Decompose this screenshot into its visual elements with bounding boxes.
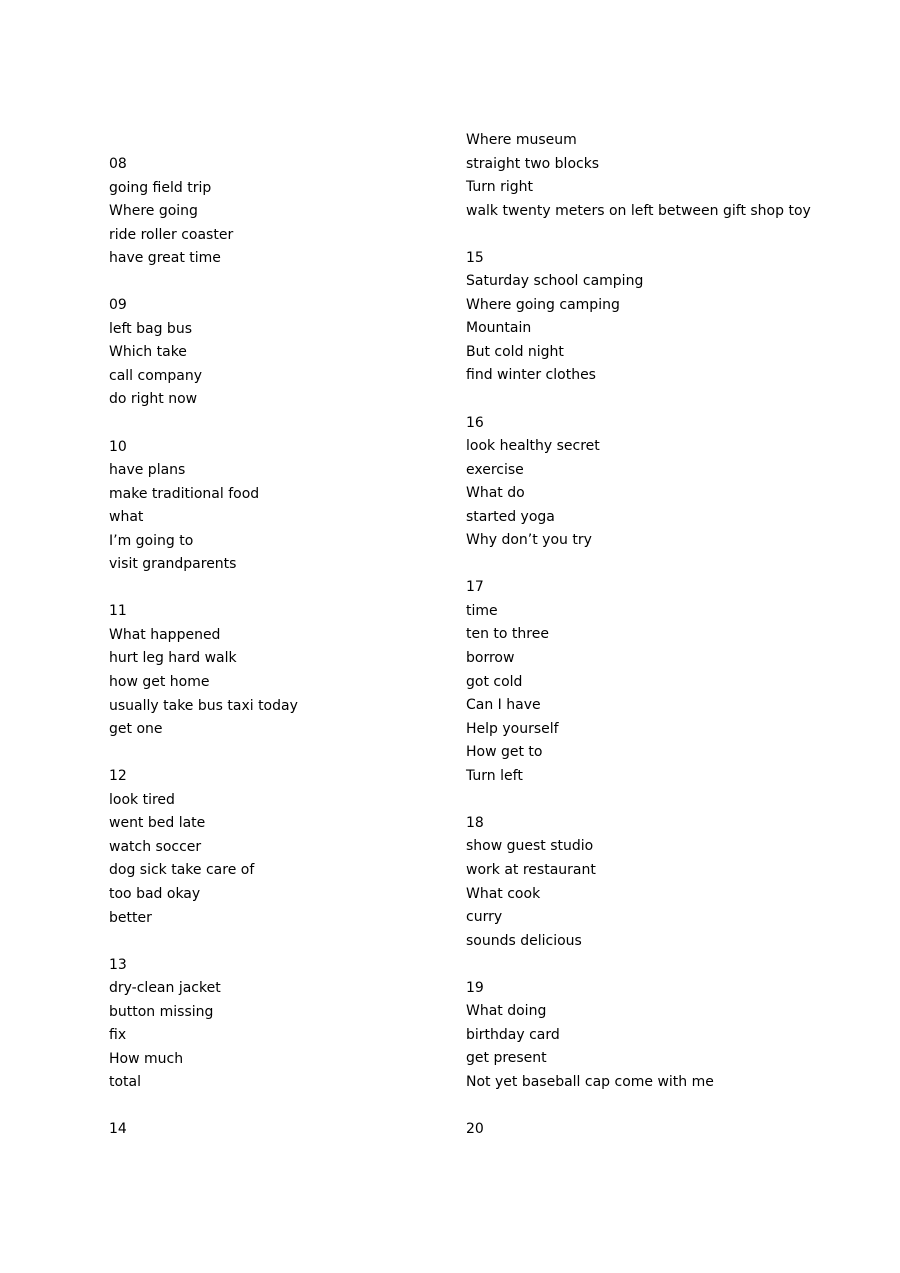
keyword-line: sounds delicious — [466, 932, 582, 949]
keyword-line: have great time — [109, 250, 221, 267]
keyword-line: walk twenty meters on left between gift shop toy — [466, 202, 811, 219]
question-number: 17 — [466, 579, 484, 596]
keyword-line: make traditional food — [109, 485, 260, 502]
keyword-line: What do — [466, 485, 525, 502]
keyword-line: usually take bus taxi today — [109, 697, 298, 714]
keyword-line: Not yet baseball cap come with me — [466, 1073, 714, 1090]
keyword-line: show guest studio — [466, 838, 594, 855]
keyword-line: ten to three — [466, 626, 549, 643]
block-spacer — [466, 1094, 886, 1118]
keyword-line: Why don’t you try — [466, 532, 592, 549]
keyword-line: What happened — [109, 626, 221, 643]
keyword-line: What cook — [466, 885, 541, 902]
keyword-line: exercise — [466, 461, 524, 478]
keyword-line: I’m going to — [109, 532, 194, 549]
question-number: 16 — [466, 414, 484, 431]
keyword-line: Help yourself — [466, 720, 559, 737]
question-number: 09 — [109, 297, 127, 314]
keyword-line: Where going camping — [466, 296, 620, 313]
keyword-line: time — [466, 602, 498, 619]
keyword-line: better — [109, 909, 152, 926]
keyword-line: borrow — [466, 650, 515, 667]
block-spacer — [466, 553, 886, 577]
question-block — [466, 576, 886, 788]
keyword-line: too bad okay — [109, 885, 201, 902]
keyword-line: have plans — [109, 462, 186, 479]
keyword-line: How get to — [466, 744, 543, 761]
keyword-line: total — [109, 1074, 142, 1091]
keyword-line: work at restaurant — [466, 861, 596, 878]
keyword-line: What doing — [466, 1003, 547, 1020]
question-block — [466, 412, 886, 553]
keyword-line: visit grandparents — [109, 556, 237, 573]
question-number: 12 — [109, 768, 127, 785]
keyword-line: look healthy secret — [466, 438, 600, 455]
keyword-line: Can I have — [466, 697, 541, 714]
question-number: 18 — [466, 814, 484, 831]
keyword-line: ride roller coaster — [109, 226, 234, 243]
question-number: 13 — [109, 956, 127, 973]
keyword-line: Where museum — [466, 132, 577, 148]
question-block — [466, 977, 886, 1095]
keyword-line: get one — [109, 721, 163, 738]
keyword-line: look tired — [109, 791, 175, 808]
keyword-line: call company — [109, 367, 203, 384]
question-number: 20 — [466, 1120, 484, 1137]
keyword-line: do right now — [109, 391, 198, 408]
keyword-line: dry-clean jacket — [109, 980, 221, 997]
right-column — [466, 129, 886, 1142]
keyword-line: birthday card — [466, 1026, 560, 1043]
question-number: 08 — [109, 156, 127, 172]
block-spacer — [466, 223, 886, 247]
block-spacer — [466, 953, 886, 977]
question-block — [466, 247, 886, 388]
question-number: 19 — [466, 979, 484, 996]
keyword-line: got cold — [466, 673, 523, 690]
block-spacer — [466, 388, 886, 412]
question-number: 10 — [109, 438, 127, 455]
keyword-line: started yoga — [466, 508, 555, 525]
keyword-line: Which take — [109, 344, 187, 361]
keyword-line: button missing — [109, 1003, 214, 1020]
question-block — [466, 129, 886, 223]
keyword-line: watch soccer — [109, 838, 202, 855]
block-spacer — [466, 788, 886, 812]
keyword-line: went bed late — [109, 815, 206, 832]
keyword-line: Turn right — [466, 179, 534, 196]
keyword-line: Saturday school camping — [466, 273, 644, 290]
question-number: 11 — [109, 603, 127, 620]
keyword-line: But cold night — [466, 343, 564, 360]
question-number: 15 — [466, 249, 484, 266]
keyword-line: Mountain — [466, 320, 532, 337]
keyword-line: straight two blocks — [466, 155, 600, 172]
keyword-line: get present — [466, 1050, 547, 1067]
question-block — [466, 1118, 886, 1142]
keyword-line: what — [109, 509, 144, 526]
keyword-line: left bag bus — [109, 320, 192, 337]
keyword-line: fix — [109, 1027, 127, 1044]
keyword-line: how get home — [109, 674, 210, 691]
question-number: 14 — [109, 1121, 127, 1138]
keyword-line: going field trip — [109, 179, 212, 196]
keyword-line: Where going — [109, 203, 198, 220]
keyword-line: curry — [466, 909, 503, 926]
keyword-line: dog sick take care of — [109, 862, 255, 879]
keyword-line: Turn left — [466, 767, 523, 784]
keyword-line: hurt leg hard walk — [109, 650, 237, 667]
question-block — [466, 812, 886, 953]
keyword-line: How much — [109, 1050, 184, 1067]
keyword-line: find winter clothes — [466, 367, 596, 384]
